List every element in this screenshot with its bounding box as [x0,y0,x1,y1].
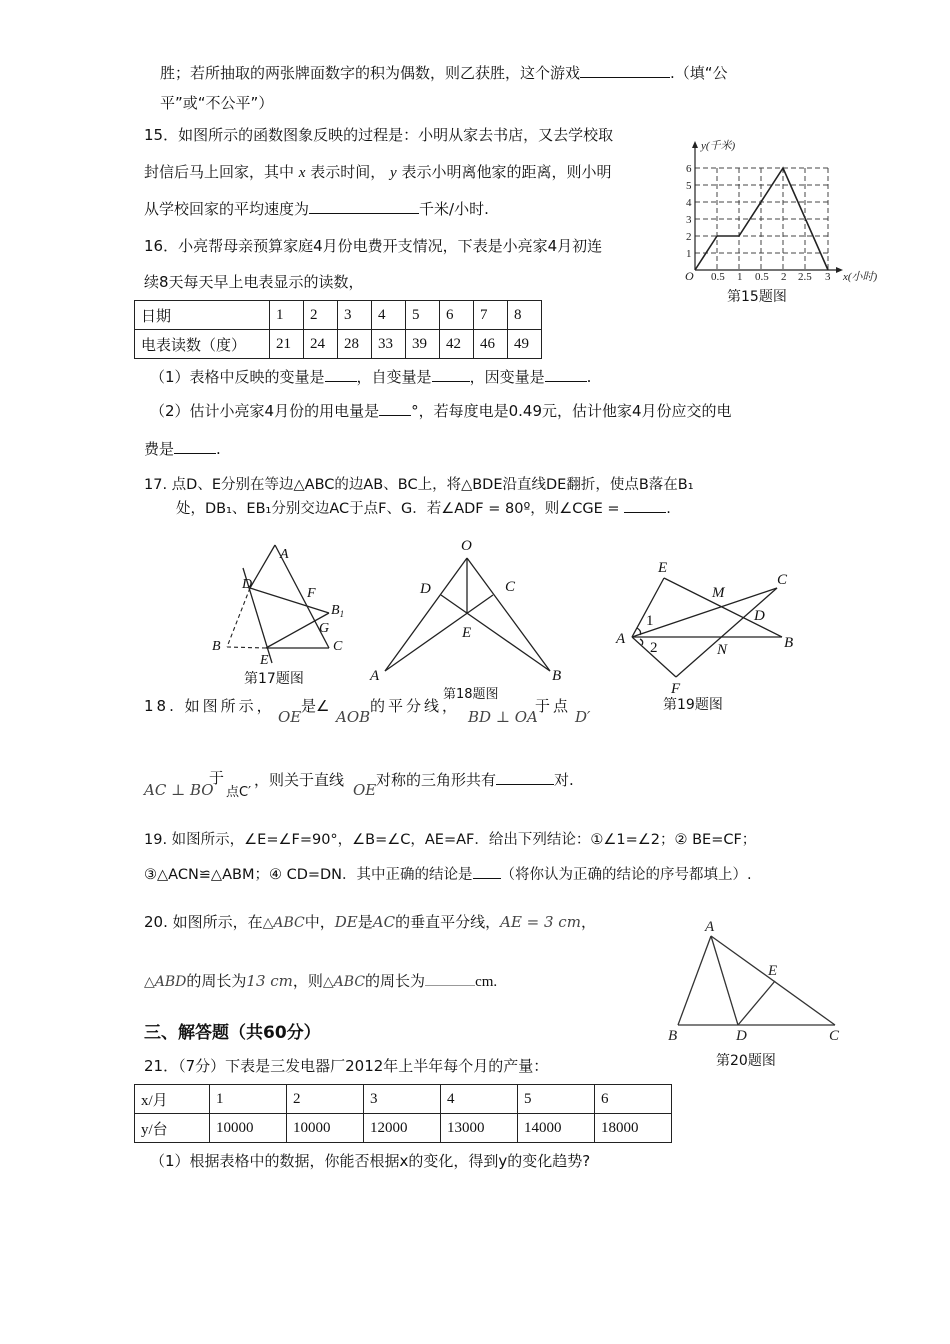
fig15-xlabel: x(小时) [843,271,878,283]
q20-math: AC [372,913,396,931]
table-cell: 1 [270,301,304,330]
table-cell: 6 [595,1085,672,1114]
svg-text:1: 1 [686,248,692,260]
svg-text:6: 6 [686,163,692,175]
svg-text:O: O [685,269,694,283]
q20-math: △ABC [262,915,305,931]
table-cell: 2 [287,1085,364,1114]
svg-text:3: 3 [686,214,692,226]
svg-text:A: A [370,668,380,684]
q18-is-angle: 是∠ [301,697,330,715]
q20-math: AE = 3 cm [500,913,581,931]
fig20-caption: 第20题图 [716,1053,776,1069]
q16-dependent-blank[interactable] [545,381,587,382]
table-row [135,1085,672,1114]
svg-text:G: G [319,621,330,636]
q16-sub1 [150,366,591,387]
q15-line1: 15．如图所示的函数图象反映的过程是：小明从家去书店，又去学校取 [144,126,614,144]
table-cell: 13000 [441,1114,518,1143]
table-header-date: 日期 [135,301,270,330]
q18-at: 于 [209,769,225,787]
table-cell: 10000 [287,1114,364,1143]
q20-text: 20. 如图所示，在 [144,913,263,931]
svg-text:B: B [552,668,562,684]
svg-text:C: C [829,1028,840,1044]
q14-text: 胜；若所抽取的两张牌面数字的积为偶数，则乙获胜，这个游戏 [160,64,581,82]
q19-text: ③△ACN≌△ABM；④ CD=DN．其中正确的结论是 [144,867,473,883]
q16-sub2-line2 [144,438,221,459]
q15-var-x: x [298,165,306,181]
svg-text:A: A [705,919,715,935]
table-cell: 18000 [595,1114,672,1143]
fig18-caption: 第18题图 [443,687,499,702]
q15-text: 表示小明离他家的距离，则小明 [401,163,612,181]
q18-answer-blank[interactable] [496,784,554,785]
svg-text:F: F [671,681,681,695]
svg-text:B: B [784,635,794,651]
fig15-ylabel: y(千米) [701,140,736,152]
q17-answer-blank[interactable] [624,512,666,513]
table-cell: 4 [372,301,406,330]
q19-line2 [144,863,752,884]
q20-math: △ABD [144,974,187,990]
q18-bd-perp-oa: BD ⊥ OA [468,708,538,726]
q20-text: ， [580,913,596,931]
q15-text: 从学校回家的平均速度为 [144,200,310,218]
table-header-month: x/月 [135,1085,210,1114]
table-cell: 49 [508,330,542,359]
svg-text:0.5: 0.5 [711,271,725,283]
table-cell: 5 [406,301,440,330]
table-cell: 39 [406,330,440,359]
svg-text:B1: $B_1$ [331,603,345,619]
q20-text: 的周长为 [365,972,426,990]
svg-text:2: 2 [781,271,787,283]
svg-text:2: 2 [650,640,658,656]
q18-oe: OE [278,708,302,726]
q18-line1 [144,695,275,716]
svg-text:2: 2 [686,231,692,243]
q18-oe2: OE [353,781,377,799]
q18-symmetric [376,769,574,790]
table-header-reading: 电表读数（度） [135,330,270,359]
table-header-units: y/台 [135,1114,210,1143]
table-cell: 14000 [518,1114,595,1143]
table-cell: 3 [338,301,372,330]
table-cell: 4 [441,1085,518,1114]
q18-at-point: 于点 [535,697,572,715]
q19-answer-blank[interactable] [473,878,501,879]
q17-text: 处，DB₁、EB₁分别交边AC于点F、G．若∠ADF = 80º，则∠CGE = [176,501,620,517]
table-cell: 46 [474,330,508,359]
q16-fee-blank[interactable] [174,453,216,454]
svg-text:D: D [242,577,253,592]
svg-text:0.5: 0.5 [755,271,769,283]
q16-text: . [586,368,592,386]
fig17-diagram [210,540,360,665]
q18-point-c: 点C′ [226,785,252,800]
svg-text:N: N [717,642,728,658]
q15-line3 [144,198,489,219]
q16-text: （1）表格中反映的变量是 [150,368,325,386]
q19-line1: 19. 如图所示，∠E=∠F=90°，∠B=∠C，AE=AF．给出下列结论：①∠1=∠2；② BE=CF； [144,832,757,848]
table-row [135,330,542,359]
q17-text: . [666,501,671,517]
svg-text:O: O [461,538,472,554]
fig18-diagram [365,535,575,685]
q16-line1: 16．小亮帮母亲预算家庭4月份电费开支情况，下表是小亮家4月初连 [144,237,603,255]
table-cell: 7 [474,301,508,330]
svg-text:2.5: 2.5 [798,271,812,283]
q16-table [134,300,542,359]
q15-answer-blank[interactable] [309,213,419,214]
table-cell: 1 [210,1085,287,1114]
svg-text:1: 1 [737,271,743,283]
q21-table [134,1084,672,1143]
q20-math: △ABC [322,974,366,990]
fig19-caption: 第19题图 [663,697,723,713]
table-cell: 8 [508,301,542,330]
q16-line2: 续8天每天早上电表显示的读数， [144,273,364,291]
table-cell: 2 [304,301,338,330]
q20-text: 中， [304,913,335,931]
svg-text:D: D [754,608,765,624]
svg-text:A: A [616,631,626,647]
q20-text: 的垂直平分线， [395,913,501,931]
q18-then: ，则关于直线 [254,771,345,789]
q15-text: 封信后马上回家，其中 [144,163,295,181]
q21-sub1: （1）根据表格中的数据，你能否根据x的变化，得到y的变化趋势? [150,1152,591,1170]
q14-answer-blank[interactable] [580,77,670,78]
svg-text:E: E [260,653,269,665]
table-cell: 24 [304,330,338,359]
svg-text:D: D [420,581,431,597]
q20-math: 13 cm [246,972,293,990]
svg-text:5: 5 [686,180,692,192]
q20-text: 的周长为 [186,972,247,990]
q20-answer-blank[interactable] [425,985,475,986]
q16-text: 费是 [144,440,175,458]
table-cell: 33 [372,330,406,359]
q20-text: ，则 [292,972,323,990]
q14-line2: 平”或“不公平”） [160,94,274,112]
svg-text:B: B [668,1028,678,1044]
fig20-diagram [660,915,850,1045]
table-cell: 6 [440,301,474,330]
table-cell: 28 [338,330,372,359]
section3-title: 三、解答题（共60分） [144,1023,321,1043]
q17-line2 [176,497,671,518]
q18-text: 18. 如图所示， [144,697,275,715]
q20-line1 [144,911,596,932]
svg-text:C: C [333,639,343,654]
q20-math: DE [334,913,358,931]
table-cell: 10000 [210,1114,287,1143]
q18-d-prime: D′ [575,708,591,726]
q15-var-y: y [390,165,397,181]
table-row [135,1114,672,1143]
q14-line1 [160,62,728,83]
q16-usage-blank[interactable] [379,415,411,416]
q17-line1: 17. 点D、E分别在等边△ABC的边AB、BC上，将△BDE沿直线DE翻折，使点B落在B₁ [144,477,694,493]
q15-text: 表示时间， [310,163,386,181]
q16-sub2 [150,400,732,421]
q18-text: 对. [554,771,574,789]
svg-text:C: C [505,579,516,595]
table-cell: 5 [518,1085,595,1114]
q16-text: . [216,440,221,458]
table-row [135,301,542,330]
svg-text:M: M [712,585,725,601]
table-cell: 21 [270,330,304,359]
svg-text:4: 4 [686,197,692,209]
q14-text-end: .（填“公 [670,64,728,82]
fig17-caption: 第17题图 [244,671,304,687]
q16-text: ，自变量是 [356,368,432,386]
svg-text:E: E [462,625,472,641]
fig15-chart [685,138,900,283]
table-cell: 42 [440,330,474,359]
svg-text:A: A [280,547,289,562]
q15-line2 [144,161,612,182]
svg-text:E: E [658,560,668,576]
q16-independent-blank[interactable] [432,381,470,382]
q16-text: ，因变量是 [469,368,545,386]
svg-text:1: 1 [646,613,654,629]
q18-ac-perp-bo: AC ⊥ BO [144,781,214,799]
q18-bisector: 的平分线， [370,697,461,715]
svg-text:B: B [212,639,221,654]
q21-line1: 21．（7分）下表是三发电器厂2012年上半年每个月的产量： [144,1057,549,1075]
svg-text:3: 3 [825,271,831,283]
table-cell: 12000 [364,1114,441,1143]
table-cell: 3 [364,1085,441,1114]
svg-text:E: E [768,963,778,979]
q16-text: （2）估计小亮家4月份的用电量是 [150,402,380,420]
q20-text: 是 [357,913,373,931]
svg-text:C: C [777,572,788,588]
fig15-caption: 第15题图 [727,289,787,305]
q16-variable-blank[interactable] [325,381,357,382]
fig19-diagram [612,555,812,695]
q18-aob: AOB [336,708,371,726]
q15-unit: 千米/小时. [419,200,489,218]
svg-text:F: F [307,586,316,601]
q16-text: °，若每度电是0.49元，估计他家4月份应交的电 [411,402,732,420]
q19-text: （将你认为正确的结论的序号都填上）. [500,867,752,883]
q18-text: 对称的三角形共有 [376,771,497,789]
svg-text:D: D [736,1028,747,1044]
q20-unit: cm. [475,974,498,990]
q20-line2 [144,970,497,991]
